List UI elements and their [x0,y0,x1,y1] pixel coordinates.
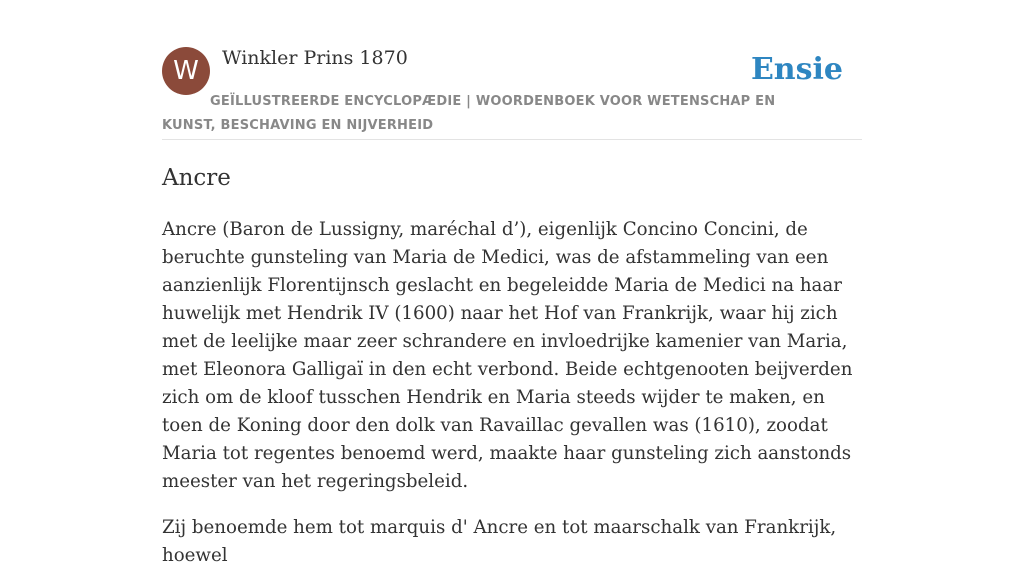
source-avatar[interactable]: W [162,47,210,95]
article-paragraph: Zij benoemde hem tot marquis d' Ancre en tot maarschalk van Frankrijk, hoewel [162,517,837,566]
header-divider [162,139,862,140]
source-title-link[interactable]: Winkler Prins 1870 [222,47,408,69]
article-paragraph: Ancre (Baron de Lussigny, maréchal d’), eigenlijk Concino Concini, de beruchte gunsteling van Maria de Medici, was de afstammeling van een aanzienlijk Florentijnsch geslacht en begeleidde Maria de Medici na haar huwelijk met Hendrik IV (1600) naar het Hof van Frankrijk, waar hij zich met de leelijke maar zeer schrandere en invloedrijke kamenier van Maria, met Eleonora Galligaï in den echt verbond. Beide echtgenooten beijverden zich om de kloof tusschen Hendrik en Maria steeds wijder te maken, en toen de Koning door den dolk van Ravaillac gevallen was (1610), zoodat Maria tot regentes benoemd werd, maakte haar gunsteling zich aanstonds meester van het regeringsbeleid. [162,219,853,492]
article-body [162,216,870,588]
source-subtitle: GEÏLLUSTREERDE ENCYCLOPÆDIE | WOORDENBOEK VOOR WETENSCHAP EN KUNST, BESCHAVING EN NIJVERHEID [162,94,776,133]
article-title: Ancre [162,165,231,191]
brand-logo[interactable]: Ensie [750,52,843,87]
